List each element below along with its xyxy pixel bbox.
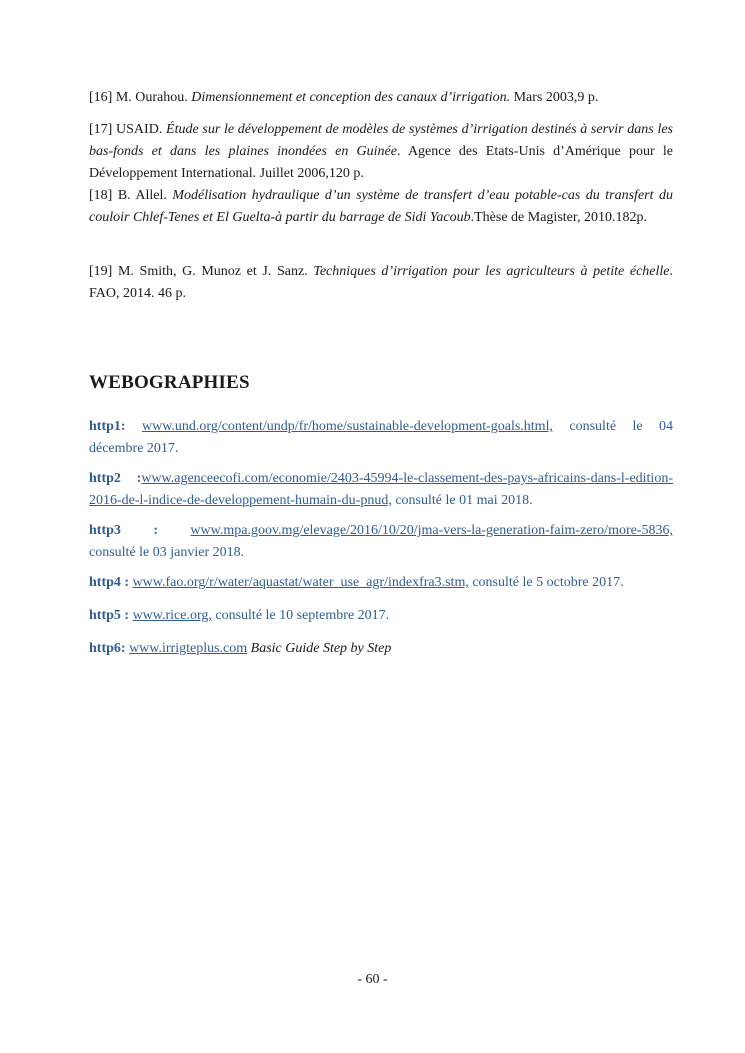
web-entry-link[interactable]: www.fao.org/r/water/aquastat/water_use_agr/indexfra3.stm, [132,575,469,590]
page-number: - 60 - [357,972,388,987]
reference-title: Dimensionnement et conception des canaux d’irrigation. [191,90,511,105]
web-entry-consulted: consulté le 10 septembre 2017. [211,608,390,623]
web-entry-link[interactable]: www.agenceecofi.com/economie/2403-45994-le-classement-des-pays-africains-dans-l-edition-2016-de-l-indice-de-developpement-humain-du-pnud, [89,471,673,508]
web-entry-label: http4 : [89,575,133,590]
web-entry-consulted: consulté le 03 janvier 2018. [89,545,245,560]
web-entry-label: http5 : [89,608,133,623]
web-entry-2 [89,468,673,512]
web-entry-3 [89,520,673,564]
web-entry-consulted: consulté le 5 octobre 2017. [468,575,624,590]
web-entry-link[interactable]: www.irrigteplus.com [129,641,248,656]
web-entry-link[interactable]: www.mpa.goov.mg/elevage/2016/10/20/jma-vers-la-generation-faim-zero/more-5836, [190,523,673,538]
reference-author: M. Ourahou. [112,90,192,105]
reference-16 [89,87,673,109]
reference-title: Modélisation hydraulique d’un système de transfert d’eau potable-cas du transfert du couloir Chlef-Tenes et El Guelta-à partir du barrage de Sidi Yacoub [89,188,673,225]
web-entry-label: http1: [89,419,142,434]
reference-number: [18] [89,188,113,203]
web-entry-6 [89,638,673,660]
web-entry-1 [89,416,673,460]
reference-18 [89,185,673,229]
web-entry-5 [89,605,673,627]
web-entry-description: Basic Guide Step by Step [247,641,392,656]
reference-17 [89,119,673,185]
reference-details: .Thèse de Magister, 2010.182p. [470,210,647,225]
reference-19 [89,261,673,305]
web-entry-consulted: consulté le 04 décembre 2017. [89,419,673,456]
web-entry-link[interactable]: www.rice.org, [132,608,212,623]
web-entry-label: http3 : [89,523,191,538]
reference-number: [16] [89,90,113,105]
reference-author: M. Smith, G. Munoz et J. Sanz. [112,264,314,279]
reference-author: USAID. [112,122,167,137]
web-entry-consulted: consulté le 01 mai 2018. [391,493,533,508]
reference-title: Techniques d’irrigation pour les agriculteurs à petite échelle [313,264,670,279]
reference-author: B. Allel. [112,188,173,203]
webographies-heading: WEBOGRAPHIES [89,372,250,393]
reference-number: [17] [89,122,113,137]
web-entry-4 [89,572,673,594]
reference-details: Mars 2003,9 p. [510,90,599,105]
reference-details: . Agence des Etats-Unis d’Amérique pour le Développement International. Juillet 2006,120 p. [89,144,673,181]
reference-title: Étude sur le développement de modèles de systèmes d’irrigation destinés à servir dans les bas-fonds et dans les plaines inondées en Guinée [89,122,673,159]
reference-number: [19] [89,264,113,279]
web-entry-label: http2 : [89,471,142,486]
web-entry-link[interactable]: www.und.org/content/undp/fr/home/sustainable-development-goals.html, [141,419,553,434]
reference-details: . FAO, 2014. 46 p. [89,264,673,301]
web-entry-label: http6: [89,641,130,656]
